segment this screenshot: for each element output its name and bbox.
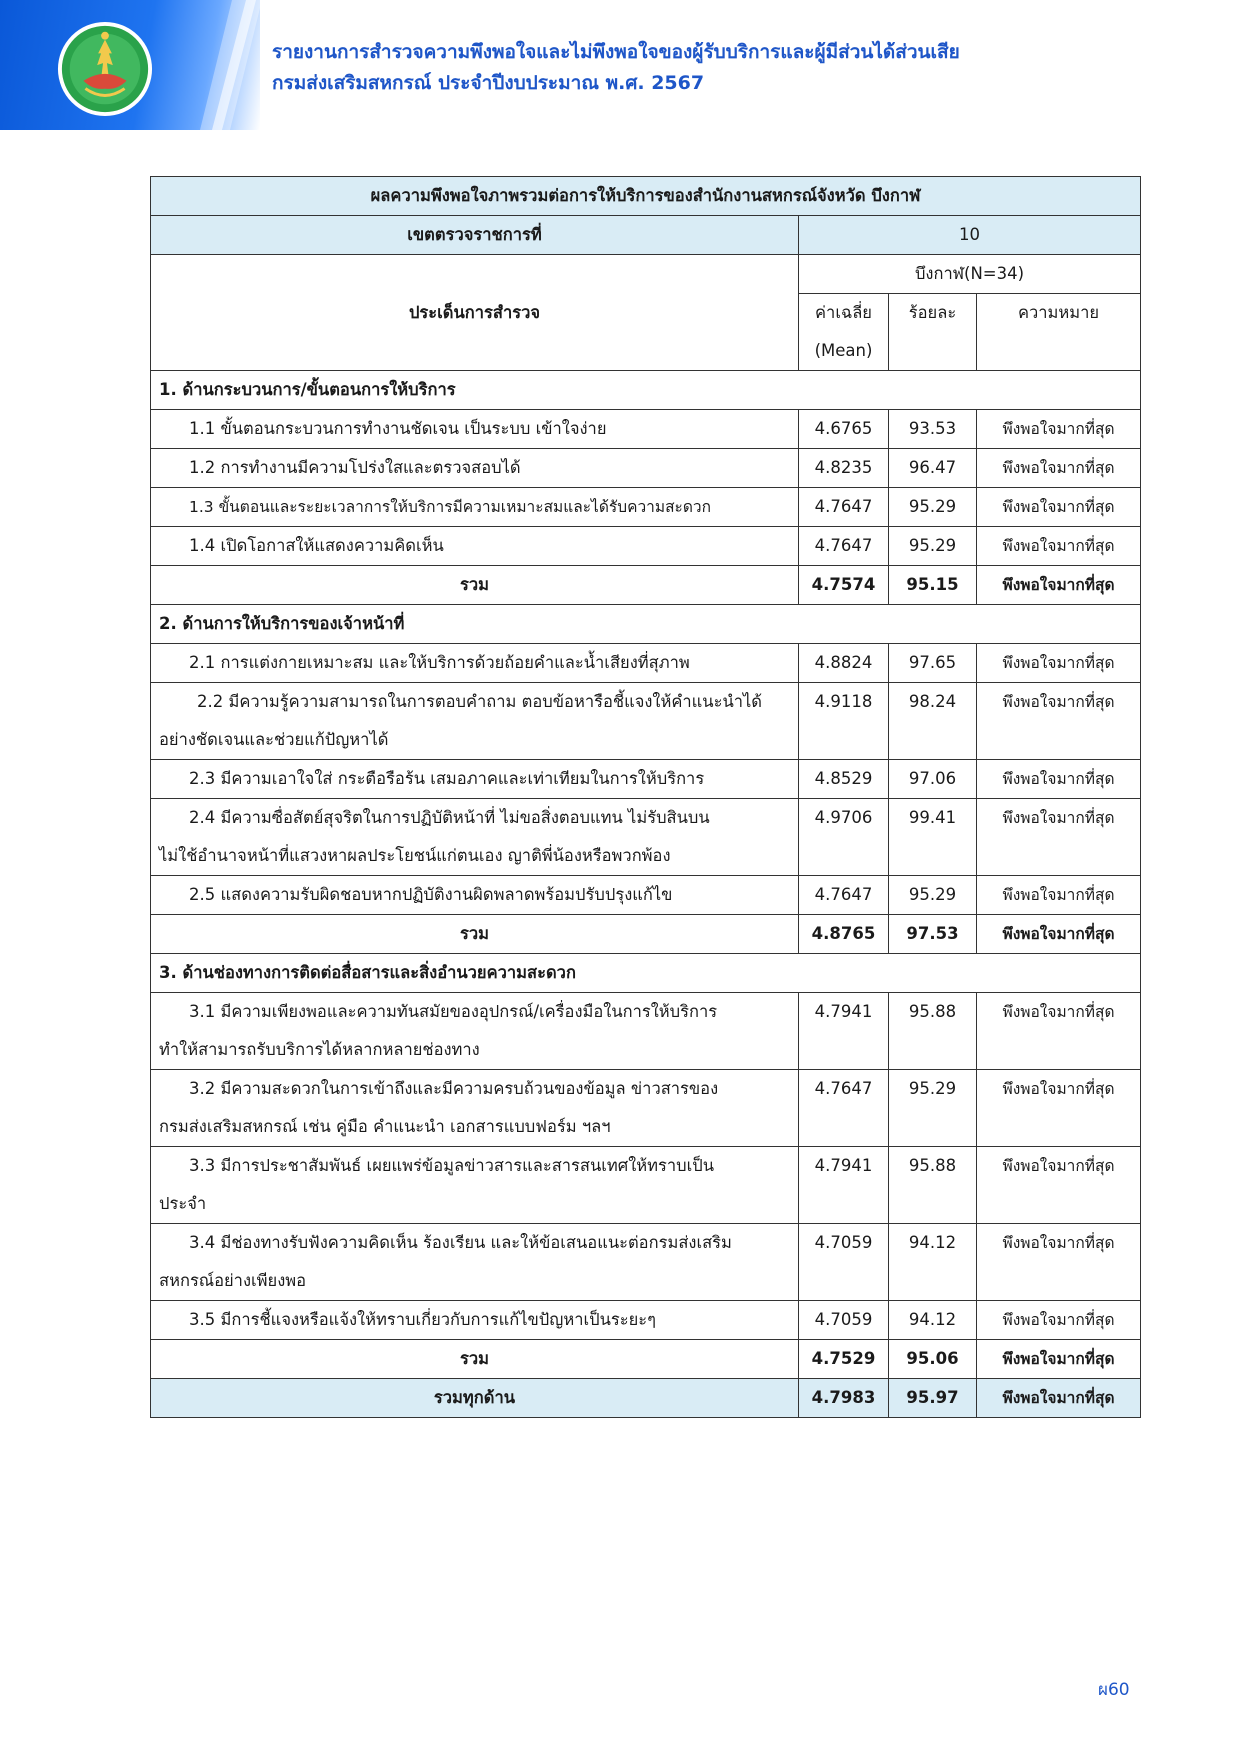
subtotal-mean: 4.7529 — [799, 1340, 889, 1379]
topic-cell: 2.3 มีความเอาใจใส่ กระตือรือร้น เสมอภาคและเท่าเทียมในการให้บริการ — [151, 760, 799, 799]
table-row — [151, 410, 1141, 449]
table-row — [151, 1070, 1141, 1147]
grand-total-row — [151, 1379, 1141, 1418]
topic-cell: 3.5 มีการชี้แจงหรือแจ้งให้ทราบเกี่ยวกับการแก้ไขปัญหาเป็นระยะๆ — [151, 1301, 799, 1340]
topic-line: 3.4 มีช่องทางรับฟังความคิดเห็น ร้องเรียน และให้ข้อเสนอแนะต่อกรมส่งเสริม — [189, 1233, 732, 1252]
topic-line: อย่างชัดเจนและช่วยแก้ปัญหาได้ — [159, 730, 389, 749]
mean-cell: 4.7059 — [799, 1224, 889, 1301]
cooperative-department-seal-icon — [56, 20, 154, 118]
subtotal-meaning: พึงพอใจมากที่สุด — [977, 915, 1141, 954]
report-title: รายงานการสำรวจความพึงพอใจและไม่พึงพอใจของผู้รับบริการและผู้มีส่วนได้ส่วนเสีย — [272, 41, 960, 63]
percent-cell: 93.53 — [889, 410, 977, 449]
table-title-row — [151, 177, 1141, 216]
meaning-cell: พึงพอใจมากที่สุด — [977, 488, 1141, 527]
table-row — [151, 799, 1141, 876]
topic-line: สหกรณ์อย่างเพียงพอ — [159, 1271, 307, 1290]
meaning-cell: พึงพอใจมากที่สุด — [977, 1147, 1141, 1224]
section-row — [151, 605, 1141, 644]
mean-cell: 4.9118 — [799, 683, 889, 760]
meaning-cell: พึงพอใจมากที่สุด — [977, 993, 1141, 1070]
mean-header-unit: (Mean) — [799, 332, 889, 371]
subtotal-mean: 4.7574 — [799, 566, 889, 605]
percent-cell: 95.29 — [889, 488, 977, 527]
topic-cell: 1.3 ขั้นตอนและระยะเวลาการให้บริการมีความเหมาะสมและได้รับความสะดวก — [151, 488, 799, 527]
subtotal-meaning: พึงพอใจมากที่สุด — [977, 566, 1141, 605]
topic-cell — [151, 1147, 799, 1224]
meaning-cell: พึงพอใจมากที่สุด — [977, 760, 1141, 799]
percent-cell: 95.29 — [889, 876, 977, 915]
percent-cell: 94.12 — [889, 1224, 977, 1301]
table-row — [151, 876, 1141, 915]
topic-line: ประจำ — [159, 1194, 207, 1213]
percent-cell: 95.88 — [889, 993, 977, 1070]
mean-cell: 4.8529 — [799, 760, 889, 799]
subtotal-percent: 97.53 — [889, 915, 977, 954]
topic-cell: 1.4 เปิดโอกาสให้แสดงความคิดเห็น — [151, 527, 799, 566]
topic-cell: 2.5 แสดงความรับผิดชอบหากปฏิบัติงานผิดพลาดพร้อมปรับปรุงแก้ไข — [151, 876, 799, 915]
topic-cell — [151, 993, 799, 1070]
topic-cell — [151, 683, 799, 760]
table-row — [151, 644, 1141, 683]
region-row — [151, 216, 1141, 255]
meaning-cell: พึงพอใจมากที่สุด — [977, 410, 1141, 449]
topic-line: 2.2 มีความรู้ความสามารถในการตอบคำถาม ตอบข้อหารือชี้แจงให้คำแนะนำได้ — [197, 692, 763, 711]
percent-header: ร้อยละ — [889, 294, 977, 371]
percent-cell: 98.24 — [889, 683, 977, 760]
meaning-cell: พึงพอใจมากที่สุด — [977, 683, 1141, 760]
topic-cell — [151, 799, 799, 876]
topic-line: 3.3 มีการประชาสัมพันธ์ เผยแพร่ข้อมูลข่าวสารและสารสนเทศให้ทราบเป็น — [189, 1156, 715, 1175]
section-title: 1. ด้านกระบวนการ/ขั้นตอนการให้บริการ — [151, 371, 1141, 410]
topic-line: ไม่ใช้อำนาจหน้าที่แสวงหาผลประโยชน์แก่ตนเอง ญาติพี่น้องหรือพวกพ้อง — [159, 846, 671, 865]
subtotal-label: รวม — [151, 915, 799, 954]
topic-line: ทำให้สามารถรับบริการได้หลากหลายช่องทาง — [159, 1040, 480, 1059]
mean-cell: 4.8824 — [799, 644, 889, 683]
topic-cell — [151, 1224, 799, 1301]
mean-cell: 4.9706 — [799, 799, 889, 876]
meaning-cell: พึงพอใจมากที่สุด — [977, 1224, 1141, 1301]
mean-cell: 4.7647 — [799, 1070, 889, 1147]
table-row — [151, 760, 1141, 799]
subtotal-row — [151, 1340, 1141, 1379]
meaning-cell: พึงพอใจมากที่สุด — [977, 876, 1141, 915]
grand-total-percent: 95.97 — [889, 1379, 977, 1418]
table-row — [151, 683, 1141, 760]
subtotal-percent: 95.15 — [889, 566, 977, 605]
meaning-header: ความหมาย — [977, 294, 1141, 371]
subtotal-label: รวม — [151, 566, 799, 605]
table-title: ผลความพึงพอใจภาพรวมต่อการให้บริการของสำนักงานสหกรณ์จังหวัด บึงกาฬ — [151, 177, 1141, 216]
percent-cell: 95.29 — [889, 527, 977, 566]
topic-cell: 1.2 การทำงานมีความโปร่งใสและตรวจสอบได้ — [151, 449, 799, 488]
meaning-cell: พึงพอใจมากที่สุด — [977, 799, 1141, 876]
table-row — [151, 1224, 1141, 1301]
meaning-cell: พึงพอใจมากที่สุด — [977, 1301, 1141, 1340]
table-row — [151, 993, 1141, 1070]
mean-cell: 4.8235 — [799, 449, 889, 488]
mean-cell: 4.7647 — [799, 488, 889, 527]
subtotal-percent: 95.06 — [889, 1340, 977, 1379]
subtotal-meaning: พึงพอใจมากที่สุด — [977, 1340, 1141, 1379]
topic-line: 3.1 มีความเพียงพอและความทันสมัยของอุปกรณ์/เครื่องมือในการให้บริการ — [189, 1002, 718, 1021]
header-row-1 — [151, 255, 1141, 294]
table-row — [151, 449, 1141, 488]
grand-total-mean: 4.7983 — [799, 1379, 889, 1418]
topic-line: 2.4 มีความซื่อสัตย์สุจริตในการปฏิบัติหน้าที่ ไม่ขอสิ่งตอบแทน ไม่รับสินบน — [189, 808, 710, 827]
satisfaction-table — [150, 176, 1141, 1418]
meaning-cell: พึงพอใจมากที่สุด — [977, 1070, 1141, 1147]
percent-cell: 97.65 — [889, 644, 977, 683]
topic-line: กรมส่งเสริมสหกรณ์ เช่น คู่มือ คำแนะนำ เอกสารแบบฟอร์ม ฯลฯ — [159, 1117, 611, 1136]
mean-header: ค่าเฉลี่ย — [799, 294, 889, 333]
mean-cell: 4.7059 — [799, 1301, 889, 1340]
mean-cell: 4.7647 — [799, 527, 889, 566]
subtotal-mean: 4.8765 — [799, 915, 889, 954]
section-title: 2. ด้านการให้บริการของเจ้าหน้าที่ — [151, 605, 1141, 644]
percent-cell: 95.29 — [889, 1070, 977, 1147]
subtotal-row — [151, 566, 1141, 605]
province-header: บึงกาฬ(N=34) — [799, 255, 1141, 294]
topic-line: 3.2 มีความสะดวกในการเข้าถึงและมีความครบถ้วนของข้อมูล ข่าวสารของ — [189, 1079, 719, 1098]
section-title: 3. ด้านช่องทางการติดต่อสื่อสารและสิ่งอำนวยความสะดวก — [151, 954, 1141, 993]
page-number: ผ60 — [1098, 1680, 1130, 1700]
region-value: 10 — [799, 216, 1141, 255]
mean-cell: 4.7941 — [799, 993, 889, 1070]
topic-header: ประเด็นการสำรวจ — [151, 255, 799, 371]
report-subtitle: กรมส่งเสริมสหกรณ์ ประจำปีงบประมาณ พ.ศ. 2567 — [272, 72, 705, 94]
mean-cell: 4.7941 — [799, 1147, 889, 1224]
topic-cell: 2.1 การแต่งกายเหมาะสม และให้บริการด้วยถ้อยคำและน้ำเสียงที่สุภาพ — [151, 644, 799, 683]
meaning-cell: พึงพอใจมากที่สุด — [977, 449, 1141, 488]
percent-cell: 97.06 — [889, 760, 977, 799]
table-row — [151, 527, 1141, 566]
grand-total-meaning: พึงพอใจมากที่สุด — [977, 1379, 1141, 1418]
percent-cell: 95.88 — [889, 1147, 977, 1224]
mean-cell: 4.6765 — [799, 410, 889, 449]
table-row — [151, 488, 1141, 527]
table-row — [151, 1301, 1141, 1340]
section-row — [151, 954, 1141, 993]
meaning-cell: พึงพอใจมากที่สุด — [977, 527, 1141, 566]
mean-cell: 4.7647 — [799, 876, 889, 915]
region-label: เขตตรวจราชการที่ — [151, 216, 799, 255]
subtotal-label: รวม — [151, 1340, 799, 1379]
topic-cell: 1.1 ขั้นตอนกระบวนการทำงานชัดเจน เป็นระบบ เข้าใจง่าย — [151, 410, 799, 449]
topic-cell — [151, 1070, 799, 1147]
percent-cell: 99.41 — [889, 799, 977, 876]
table-row — [151, 1147, 1141, 1224]
percent-cell: 96.47 — [889, 449, 977, 488]
section-row — [151, 371, 1141, 410]
meaning-cell: พึงพอใจมากที่สุด — [977, 644, 1141, 683]
percent-cell: 94.12 — [889, 1301, 977, 1340]
subtotal-row — [151, 915, 1141, 954]
grand-total-label: รวมทุกด้าน — [151, 1379, 799, 1418]
